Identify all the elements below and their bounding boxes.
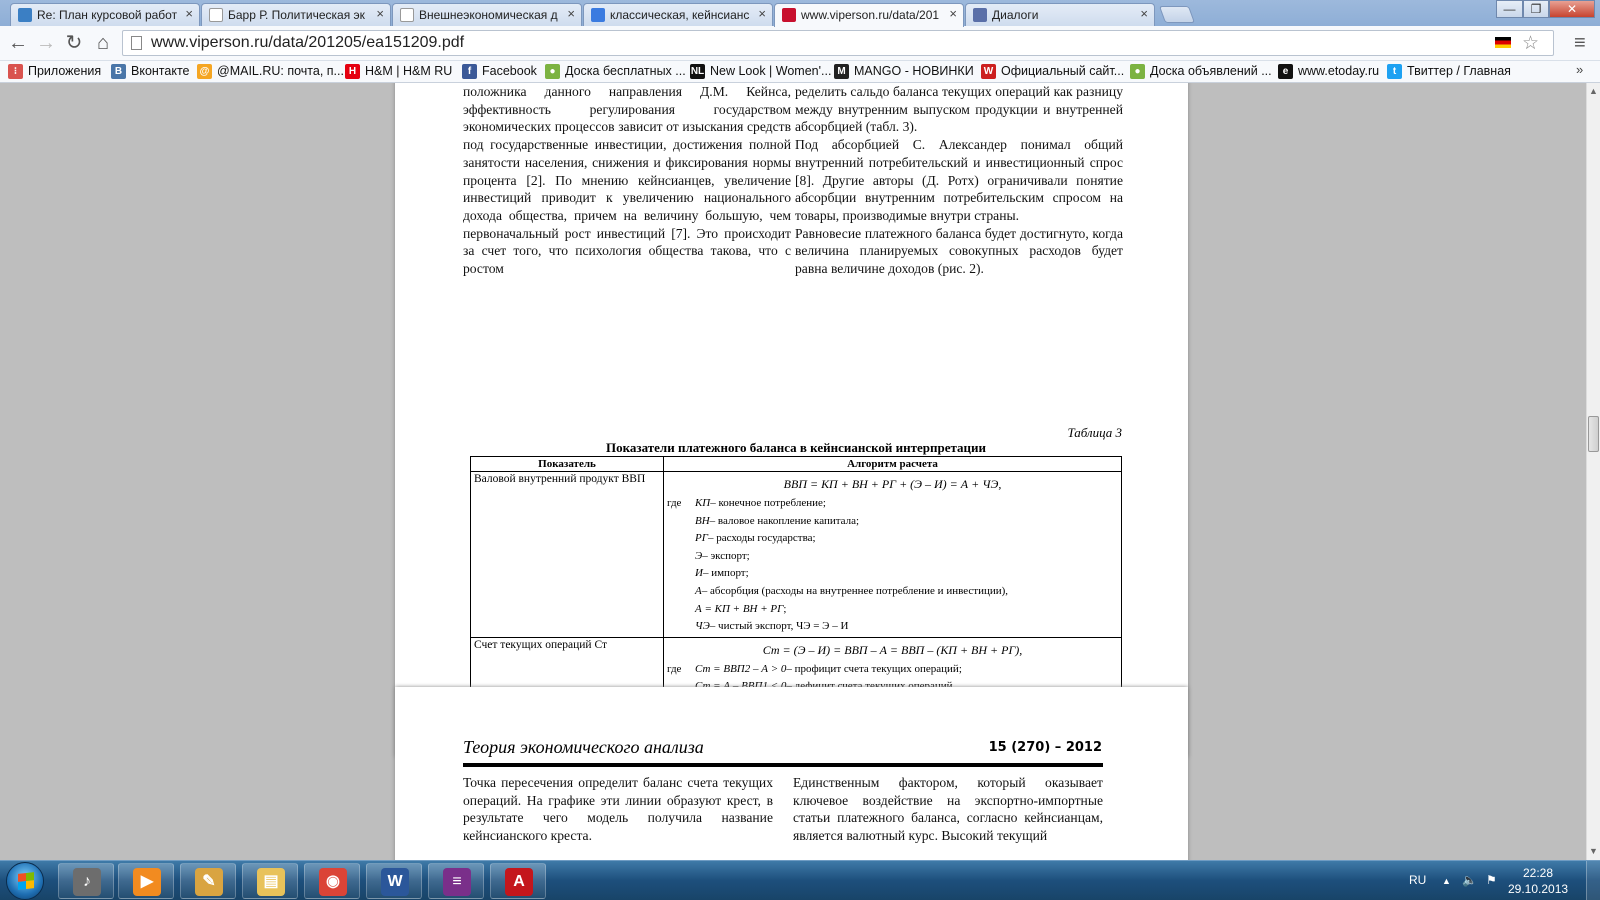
back-icon[interactable]: ← — [8, 32, 28, 54]
formula: Ст = (Э – И) = ВВП – А = ВВП – (КП + ВН + РГ), — [762, 642, 1023, 657]
taskbar-word[interactable] — [366, 863, 422, 899]
windows-logo-icon — [18, 872, 34, 890]
definition-text: – чистый экспорт, ЧЭ = Э – И — [709, 620, 849, 633]
paragraph: Под абсорбцией С. Александер понимал общий внутренний потребительский и инвестиционный спрос [8]. Другие авторы (Д. Ротх) ограничивали понятие абсорбции внутренним потребительским спросом на товары, производимые внутри страны. — [795, 137, 1123, 223]
paragraph: Точка пересечения определит баланс счета текущих операций. На графике эти линии образуют крест, в результате чего модель получила название кейнсианского креста. — [463, 775, 773, 844]
paragraph: положника данного направления Д.М. Кейнса, эффективность регулирования государством экономических процессов зависит от изыскания средств под государственные инвестиции, достижения полной занятости населения, снижения и фиксирования нормы процента [2]. По мнению кейнсианцев, увеличение инвестиций приводит к увеличению национального дохода общества, причем на величину большую, чем первоначальный рост инвестиций [7]. Это происходит за счет того, что психология общества такова, что с ростом — [463, 84, 791, 277]
definition-row — [667, 661, 1118, 679]
bookmark-label: Официальный сайт... — [1001, 64, 1125, 78]
definition-row — [667, 548, 1118, 566]
definition-row — [667, 513, 1118, 531]
close-window-button[interactable]: ✕ — [1549, 0, 1595, 18]
bookmark-label: Facebook — [482, 64, 537, 78]
definition-row — [667, 565, 1118, 583]
taskbar — [0, 860, 1600, 900]
w-icon: W — [981, 64, 996, 79]
language-indicator[interactable]: RU — [1409, 873, 1427, 887]
bookmark-star-icon[interactable]: ☆ — [1521, 33, 1539, 54]
definition-row — [667, 583, 1118, 601]
pdf-icon — [782, 8, 796, 22]
row-label: Валовой внутренний продукт ВВП — [471, 472, 664, 638]
bookmark-item[interactable] — [690, 63, 831, 81]
translate-flag-icon[interactable] — [1495, 37, 1511, 48]
header-rule — [463, 763, 1103, 767]
volume-icon[interactable]: 🔈 — [1462, 873, 1477, 887]
where-label — [667, 583, 695, 601]
running-header: Теория экономического анализа — [463, 737, 704, 757]
where-label — [667, 601, 695, 619]
chrome-icon: ◉ — [319, 868, 347, 896]
where-label — [667, 618, 695, 636]
taskbar-acrobat[interactable] — [490, 863, 546, 899]
new-tab-button[interactable] — [1159, 6, 1195, 23]
chevron-more-icon[interactable]: » — [1576, 62, 1584, 77]
mango-icon: M — [834, 64, 849, 79]
restore-button[interactable]: ❐ — [1523, 0, 1549, 18]
browser-toolbar — [0, 26, 1600, 61]
tab-2[interactable] — [392, 3, 582, 26]
mail-icon — [18, 8, 32, 22]
definition-row — [667, 495, 1118, 513]
bookmark-item[interactable] — [197, 63, 344, 81]
tab-label: Внешнеэкономическая д — [419, 8, 558, 22]
table-caption: Таблица 3 — [1067, 425, 1122, 440]
bookmark-item[interactable] — [8, 63, 101, 81]
symbol: КП — [695, 497, 711, 509]
definition-text: – валовое накопление капитала; — [709, 514, 860, 527]
bookmark-label: H&M | H&M RU — [365, 64, 453, 78]
symbol: РГ — [695, 532, 708, 545]
tab-5[interactable] — [965, 3, 1155, 26]
table-title: Показатели платежного баланса в кейнсианской интерпретации — [605, 440, 987, 455]
where-label: где — [667, 497, 682, 509]
twitter-icon: t — [1387, 64, 1402, 79]
page-icon — [400, 8, 414, 22]
bookmark-label: www.etoday.ru — [1298, 64, 1380, 78]
clock-date: 29.10.2013 — [1508, 882, 1569, 896]
close-icon[interactable]: × — [376, 6, 384, 21]
bookmark-item[interactable] — [1130, 63, 1272, 81]
column-header: Алгоритм расчета — [664, 457, 1122, 472]
bookmark-item[interactable] — [462, 63, 537, 81]
page-icon — [131, 36, 142, 50]
close-icon[interactable]: × — [758, 6, 766, 21]
symbol: И — [695, 567, 703, 580]
definition-text: – конечное потребление; — [710, 497, 826, 509]
bookmarks-bar — [0, 61, 1600, 83]
definition-text: – расходы государства; — [707, 532, 816, 545]
paragraph: ределить сальдо баланса текущих операций как разницу между внутренним выпуском продукции и внутренней абсорбцией (табл. 3). — [795, 84, 1123, 135]
close-icon[interactable]: × — [949, 6, 957, 21]
system-clock[interactable] — [1508, 865, 1568, 897]
table-row — [471, 472, 1122, 638]
left-column-text — [463, 83, 791, 278]
forward-icon[interactable]: → — [36, 32, 56, 54]
symbol: ВН — [695, 514, 710, 527]
formula: ВВП = КП + ВН + РГ + (Э – И) = А + ЧЭ, — [783, 477, 1002, 491]
pdf-viewport[interactable] — [0, 83, 1586, 860]
bookmark-label: Доска бесплатных ... — [565, 64, 686, 78]
scroll-up-icon[interactable]: ▲ — [1589, 86, 1598, 96]
avito-icon: ● — [545, 64, 560, 79]
close-icon[interactable]: × — [1140, 6, 1148, 21]
clock-time: 22:28 — [1522, 866, 1554, 880]
tab-0[interactable] — [10, 3, 200, 26]
vk-icon: B — [111, 64, 126, 79]
table-header-row — [471, 457, 1122, 472]
tab-label: Re: План курсовой работ — [37, 8, 178, 22]
pdf-page-15 — [395, 687, 1188, 860]
tab-label: классическая, кейнсианс — [610, 8, 750, 22]
definition-text: ; — [783, 602, 787, 615]
acrobat-icon: A — [505, 868, 533, 896]
taskbar-paint[interactable] — [180, 863, 236, 899]
avito-icon: ● — [1130, 64, 1145, 79]
definition-text: – профицит счета текущих операций; — [786, 662, 962, 675]
close-icon[interactable]: × — [567, 6, 575, 21]
bookmark-label: MANGO - НОВИНКИ — [854, 64, 974, 78]
menu-icon[interactable]: ≡ — [1574, 32, 1586, 54]
paragraph: Равновесие платежного баланса будет достигнуто, когда величина планируемых совокупных расходов будет равна величине доходов (рис. 2). — [795, 225, 1123, 277]
bookmark-label: Твиттер / Главная — [1407, 64, 1511, 78]
bookmark-item[interactable] — [111, 63, 189, 81]
dialog-icon — [973, 8, 987, 22]
paragraph: Единственным фактором, который оказывает ключевое воздействие на экспортно-импортные статьи платежного баланса, согласно кейнсианцам, является валютный курс. Высокий текущий — [793, 775, 1103, 844]
right-column-text — [793, 774, 1103, 845]
pdf-page-14 — [395, 83, 1188, 757]
symbol: Э — [695, 549, 703, 562]
start-button[interactable] — [6, 862, 44, 900]
tab-label: Барр Р. Политическая эк — [228, 8, 365, 22]
tab-4[interactable] — [774, 3, 964, 27]
left-column-text — [463, 774, 773, 845]
media-player-icon: ▶ — [133, 868, 161, 896]
tab-label: www.viperson.ru/data/201 — [801, 8, 940, 22]
itunes-icon: ♪ — [73, 868, 101, 896]
right-column-text — [795, 83, 1123, 278]
close-icon[interactable]: × — [185, 6, 193, 21]
scrollbar-thumb[interactable] — [1588, 416, 1599, 452]
bookmark-label: New Look | Women'... — [710, 64, 832, 78]
minimize-button[interactable]: — — [1496, 0, 1523, 18]
show-desktop-button[interactable] — [1586, 861, 1600, 900]
tab-3[interactable] — [583, 3, 773, 26]
facebook-icon: f — [462, 64, 477, 79]
row-algorithm — [664, 472, 1122, 638]
symbol: А = КП + ВН + РГ — [695, 602, 784, 615]
bookmark-label: Доска объявлений ... — [1150, 64, 1272, 78]
where-label — [667, 565, 695, 583]
hm-icon: H — [345, 64, 360, 79]
apps-grid-icon: ⁝ — [8, 64, 23, 79]
symbol: А — [695, 584, 702, 597]
bookmark-item[interactable] — [981, 63, 1124, 81]
bookmark-item[interactable] — [1387, 63, 1511, 81]
symbol: Ст = ВВП2 – А > 0 — [695, 662, 787, 675]
taskbar-media-player[interactable] — [118, 863, 174, 899]
winrar-icon: ≡ — [443, 868, 471, 896]
where-label: где — [667, 662, 682, 675]
bookmark-label: Приложения — [28, 64, 102, 78]
symbol: ЧЭ — [695, 620, 710, 633]
tab-strip — [0, 0, 1600, 26]
tray-expand-icon[interactable]: ▲ — [1442, 876, 1451, 886]
definition-row — [667, 618, 1118, 636]
bookmark-item[interactable] — [345, 63, 452, 81]
where-label — [667, 548, 695, 566]
bookmark-item[interactable] — [545, 63, 686, 81]
taskbar-explorer[interactable] — [242, 863, 298, 899]
definition-row — [667, 530, 1118, 548]
tab-1[interactable] — [201, 3, 391, 26]
where-label — [667, 513, 695, 531]
column-header: Показатель — [471, 457, 664, 472]
definition-row — [667, 601, 1118, 619]
taskbar-winrar[interactable] — [428, 863, 484, 899]
reload-icon[interactable]: ↻ — [65, 32, 83, 54]
definition-text: – абсорбция (расходы на внутреннее потребление и инвестиции), — [701, 584, 1009, 597]
bookmark-label: @MAIL.RU: почта, п... — [217, 64, 344, 78]
row-label: Счет текущих операций Ст — [471, 637, 664, 697]
url-input[interactable] — [151, 33, 1451, 53]
definition-text: – импорт; — [702, 567, 749, 580]
home-icon[interactable]: ⌂ — [96, 32, 110, 54]
page-icon — [209, 8, 223, 22]
paint-icon: ✎ — [195, 868, 223, 896]
issue-number: 15 (270) – 2012 — [988, 740, 1102, 755]
tab-label: Диалоги — [992, 8, 1039, 22]
bookmark-item[interactable] — [834, 63, 974, 81]
address-bar[interactable] — [122, 30, 1554, 56]
definitions-list — [667, 495, 1118, 636]
vertical-scrollbar[interactable] — [1586, 83, 1600, 860]
definition-text: – экспорт; — [702, 549, 750, 562]
taskbar-chrome[interactable] — [304, 863, 360, 899]
taskbar-itunes[interactable] — [58, 863, 114, 899]
google-icon — [591, 8, 605, 22]
bookmark-item[interactable] — [1278, 63, 1379, 81]
newlook-icon: NL — [690, 66, 705, 77]
scroll-down-icon[interactable]: ▼ — [1589, 846, 1598, 856]
mailru-icon: @ — [197, 64, 212, 79]
etoday-icon: e — [1278, 64, 1293, 79]
explorer-icon: ▤ — [257, 868, 285, 896]
where-label — [667, 530, 695, 548]
bookmark-label: Вконтакте — [131, 64, 190, 78]
word-icon: W — [381, 868, 409, 896]
action-center-flag-icon[interactable]: ⚑ — [1486, 873, 1497, 887]
indicators-table — [470, 456, 1122, 698]
